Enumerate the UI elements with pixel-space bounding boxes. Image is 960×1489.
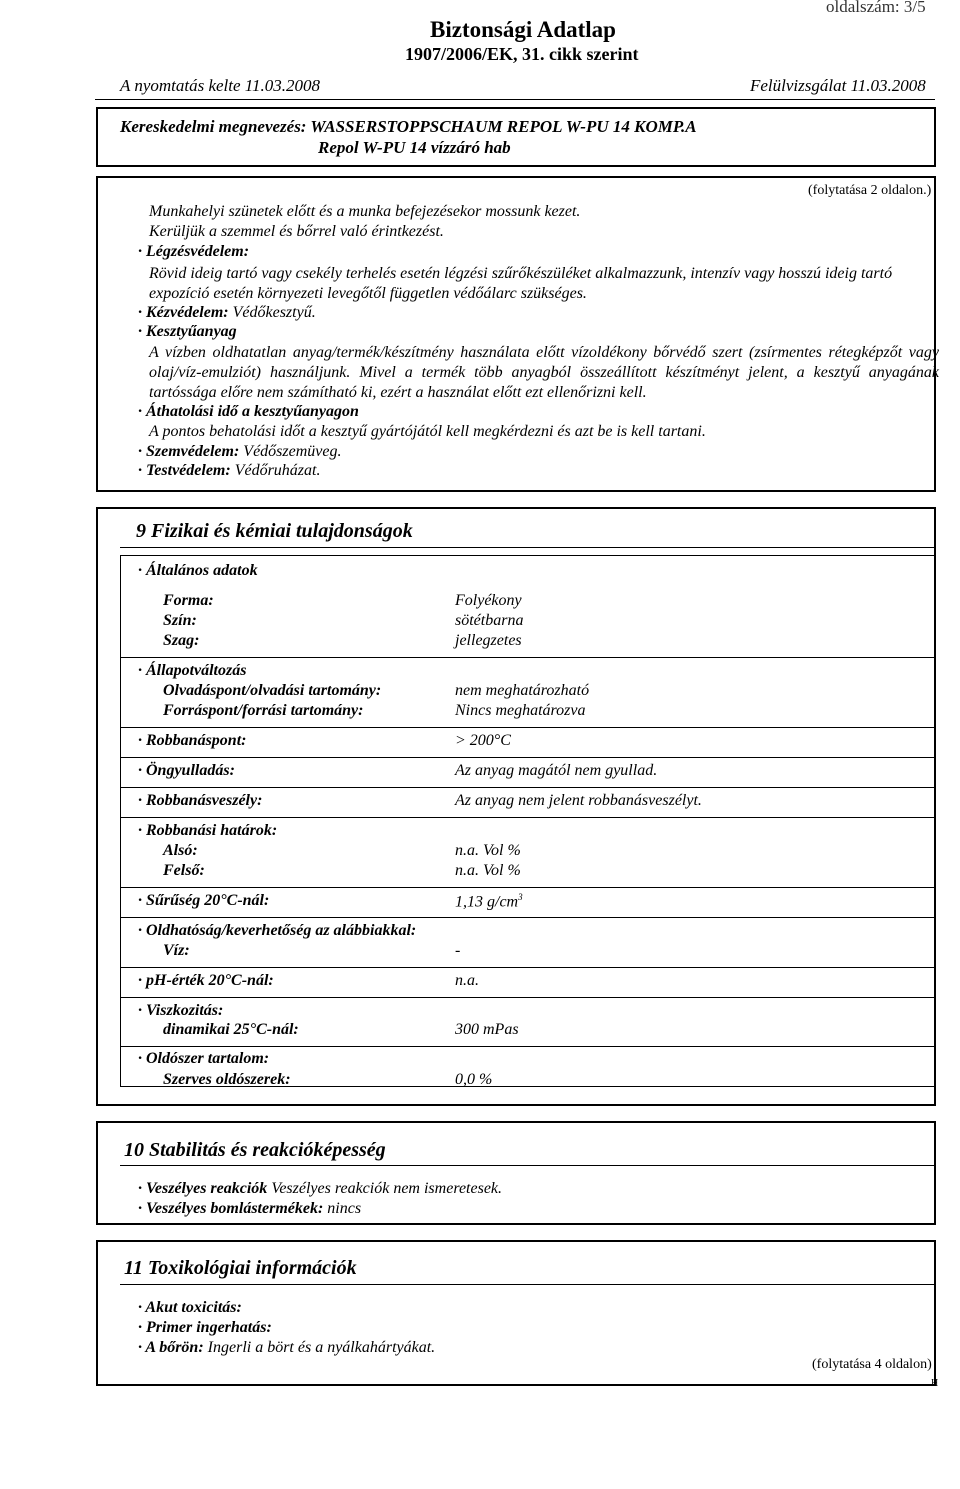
review-date: Felülvizsgálat 11.03.2008	[750, 76, 926, 95]
ph-value: n.a.	[455, 972, 479, 989]
body-protection-label: · Testvédelem:	[138, 462, 231, 479]
hygiene-line-1: Munkahelyi szünetek előtt és a munka befejezésekor mossunk kezet.	[149, 203, 581, 220]
body-protection	[138, 462, 320, 480]
section-9-title: 9 Fizikai és kémiai tulajdonságok	[136, 520, 413, 542]
density-label: · Sűrűség 20°C-nál:	[138, 892, 270, 909]
boiling-point-value: Nincs meghatározva	[455, 702, 586, 719]
footer-rule	[96, 1384, 936, 1386]
divider	[120, 967, 935, 968]
eye-protection-value: Védőszemüveg.	[243, 443, 342, 460]
water-value: -	[455, 942, 461, 959]
decomposition-products-label: · Veszélyes bomlástermékek:	[138, 1200, 324, 1217]
flash-point-value: > 200°C	[455, 732, 511, 749]
penetration-label: · Áthatolási idő a kesztyűanyagon	[138, 403, 359, 420]
color-value: sötétbarna	[455, 612, 524, 629]
form-value: Folyékony	[455, 592, 522, 609]
self-ignition-value: Az anyag magától nem gyullad.	[455, 762, 658, 779]
section-11-title: 11 Toxikológiai információk	[124, 1257, 357, 1279]
header-rule	[95, 99, 935, 100]
self-ignition-label: · Öngyulladás:	[138, 762, 235, 779]
skin-effect-label: · A bőrön:	[138, 1339, 204, 1356]
divider	[120, 997, 935, 998]
primary-irritation-label: · Primer ingerhatás:	[138, 1319, 272, 1336]
continued-from: (folytatása 2 oldalon.)	[808, 183, 932, 198]
hazardous-reactions-label: · Veszélyes reakciók	[138, 1180, 268, 1197]
divider	[120, 1046, 935, 1047]
decomposition-products-value: nincs	[327, 1200, 362, 1217]
product-box	[96, 107, 936, 167]
explosion-danger-label: · Robbanásveszély:	[138, 792, 263, 809]
color-label: Szín:	[163, 612, 197, 629]
print-date: A nyomtatás kelte 11.03.2008	[120, 76, 321, 95]
water-label: Víz:	[163, 942, 190, 959]
eye-protection	[138, 443, 341, 461]
document-title: Biztonsági Adatlap	[430, 17, 616, 42]
penetration-text: A pontos behatolási időt a kesztyű gyártójától kell megkérdezni és azt be is kell tartani.	[149, 423, 706, 440]
density-unit-exponent: 3	[518, 892, 523, 902]
glove-material-text: A vízben oldhatatlan anyag/termék/készítmény használata előtt vízoldékony bőrvédő szert (zsírmentes rétegképzőt vagy olaj/víz-emulziót) használjunk. Mivel a termék több anyagból összeállított készítményt jelent, a kesztyű anyagának tartóssága előre nem számítható ki, ezért a használat előtt ezt ellenőrizni kell.	[149, 344, 939, 401]
section-9-inner-box	[120, 555, 935, 1087]
divider	[120, 757, 935, 758]
explosion-limits-label: · Robbanási határok:	[138, 822, 278, 839]
decomposition-products	[138, 1200, 361, 1218]
hazardous-reactions	[138, 1180, 502, 1198]
divider	[120, 657, 935, 658]
hand-protection-label: · Kézvédelem:	[138, 304, 229, 321]
divider	[120, 887, 935, 888]
section-10-title: 10 Stabilitás és reakcióképesség	[124, 1139, 386, 1161]
density-value	[455, 892, 523, 911]
viscosity-label: · Viszkozitás:	[138, 1002, 224, 1019]
melting-point-value: nem meghatározható	[455, 682, 590, 699]
organic-solvents-label: Szerves oldószerek:	[163, 1071, 291, 1088]
product-subname: Repol W-PU 14 vízzáró hab	[318, 138, 511, 157]
state-change-label: · Állapotváltozás	[138, 662, 247, 679]
boiling-point-label: Forráspont/forrási tartomány:	[163, 702, 364, 719]
eye-protection-label: · Szemvédelem:	[138, 443, 240, 460]
melting-point-label: Olvadáspont/olvadási tartomány:	[163, 682, 382, 699]
explosion-danger-value: Az anyag nem jelent robbanásveszélyt.	[455, 792, 702, 809]
odor-label: Szag:	[163, 632, 200, 649]
section-11-title-rule	[120, 1284, 935, 1285]
form-label: Forma:	[163, 592, 214, 609]
divider	[120, 727, 935, 728]
ph-label: · pH-érték 20°C-nál:	[138, 972, 274, 989]
upper-limit-value: n.a. Vol %	[455, 862, 521, 879]
hand-protection	[138, 304, 316, 322]
skin-effect	[138, 1339, 435, 1357]
flash-point-label: · Robbanáspont:	[138, 732, 247, 749]
continued-on: (folytatása 4 oldalon)	[812, 1357, 932, 1372]
general-info-label: · Általános adatok	[138, 562, 258, 579]
upper-limit-label: Felső:	[163, 862, 205, 879]
respiratory-text: Rövid ideig tartó vagy csekély terhelés esetén légzési szűrőkészüléket alkalmazzunk, intenzív vagy hosszú ideig tartó expozíció esetén környezeti levegőtől független védőálarc szükséges.	[149, 265, 893, 302]
hygiene-line-2: Kerüljük a szemmel és bőrrel való érintkezést.	[149, 223, 444, 240]
dynamic-viscosity-label: dinamikai 25°C-nál:	[163, 1021, 299, 1038]
skin-effect-value: Ingerli a bört és a nyálkahártyákat.	[207, 1339, 436, 1356]
organic-solvents-value: 0,0 %	[455, 1071, 493, 1088]
density-number: 1,13 g/cm	[455, 893, 519, 911]
acute-toxicity-label: · Akut toxicitás:	[138, 1299, 242, 1316]
document-subtitle: 1907/2006/EK, 31. cikk szerint	[405, 44, 639, 64]
body-protection-value: Védőruházat.	[234, 462, 321, 479]
odor-value: jellegzetes	[455, 632, 522, 649]
lower-limit-label: Alsó:	[163, 842, 198, 859]
divider	[120, 787, 935, 788]
respiratory-label: · Légzésvédelem:	[138, 243, 250, 260]
hazardous-reactions-value: Veszélyes reakciók nem ismeretesek.	[271, 1180, 503, 1197]
section-10-title-rule	[120, 1165, 935, 1166]
divider	[120, 817, 935, 818]
language-mark: H	[931, 1378, 939, 1389]
hand-protection-value: Védőkesztyű.	[232, 304, 316, 321]
dynamic-viscosity-value: 300 mPas	[455, 1021, 519, 1038]
page-number: oldalszám: 3/5	[826, 0, 926, 16]
glove-material-label: · Kesztyűanyag	[138, 323, 237, 340]
solubility-label: · Oldhatóság/keverhetőség az alábbiakkal:	[138, 922, 417, 939]
solvent-content-label: · Oldószer tartalom:	[138, 1050, 270, 1067]
lower-limit-value: n.a. Vol %	[455, 842, 521, 859]
divider	[120, 917, 935, 918]
section-9-title-rule	[120, 547, 935, 548]
product-name: Kereskedelmi megnevezés: WASSERSTOPPSCHAUM REPOL W-PU 14 KOMP.A	[120, 117, 697, 136]
